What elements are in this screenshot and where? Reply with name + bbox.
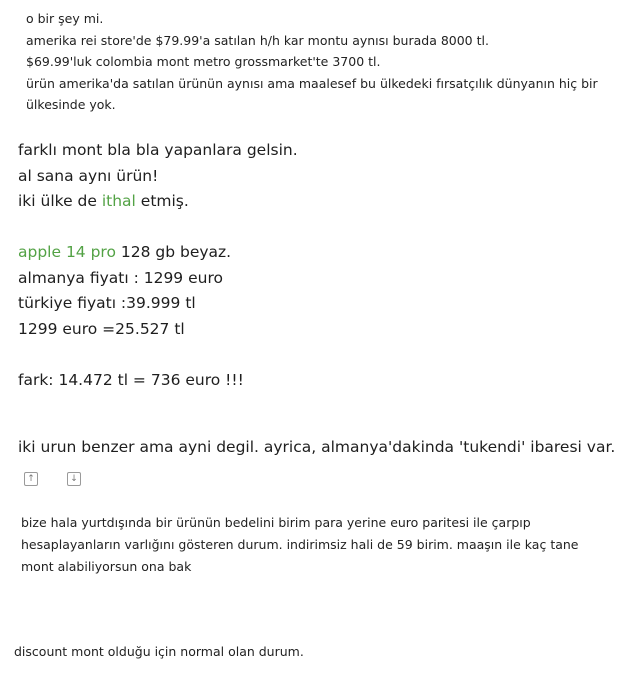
post-body-prices <box>18 240 231 342</box>
arrow-up-icon: ↑ <box>27 473 35 484</box>
price-germany: almanya fiyatı : 1299 euro <box>18 268 223 287</box>
post-line: al sana aynı ürün! <box>18 166 159 185</box>
post-text: iki ülke de <box>18 192 102 210</box>
quote-line: ürün amerika'da satılan ürünün aynısı ama maalesef bu ülkedeki fırsatçılık dünyanın hiç bir ülkesinde yok. <box>26 75 598 112</box>
post-text: etmiş. <box>135 192 189 210</box>
reply-entry-3: discount mont olduğu için normal olan durum. <box>14 644 304 659</box>
price-turkey: türkiye fiyatı :39.999 tl <box>18 294 196 312</box>
post-text: 128 gb beyaz. <box>115 243 232 261</box>
upvote-button[interactable] <box>24 472 38 486</box>
post-line <box>18 189 298 215</box>
reply-entry-2: bize hala yurtdışında bir ürünün bedelini birim para yerine euro paritesi ile çarpıp hesaplayanların varlığını gösteren durum. indirimsiz hali de 59 birim. maaşın ile kaç tane mont alabiliyorsun ona bak <box>21 515 579 574</box>
post-line: farklı mont bla bla yapanlara gelsin. <box>18 141 298 159</box>
price-conversion: 1299 euro =25.527 tl <box>18 319 185 338</box>
reply-entry-1: iki urun benzer ama ayni degil. ayrica, almanya'dakinda 'tukendi' ibaresi var. <box>18 438 616 456</box>
arrow-down-icon: ↓ <box>70 473 78 484</box>
quoted-text <box>26 8 606 116</box>
price-difference: fark: 14.472 tl = 736 euro !!! <box>18 371 244 389</box>
post-body-intro <box>18 138 298 215</box>
quote-line: amerika rei store'de $79.99'a satılan h/h kar montu aynısı burada 8000 tl. <box>26 32 489 48</box>
ithal-link[interactable]: ithal <box>101 192 136 210</box>
quote-line: o bir şey mi. <box>26 11 104 26</box>
post-line <box>18 240 231 266</box>
apple-14-pro-link[interactable]: apple 14 pro <box>18 243 116 261</box>
quote-line: $69.99'luk colombia mont metro grossmarket'te 3700 tl. <box>26 54 381 69</box>
downvote-button[interactable] <box>67 472 81 486</box>
